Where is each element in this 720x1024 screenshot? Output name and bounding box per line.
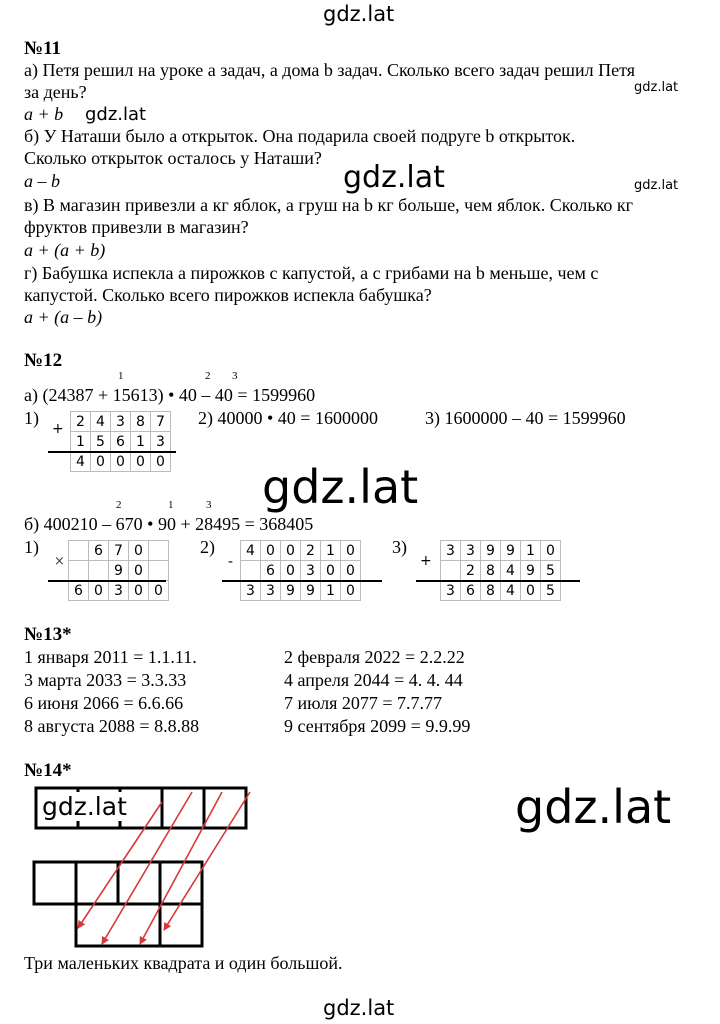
digit-cell: 0 (129, 541, 149, 561)
step-text: 3) 1600000 – 40 = 1599960 (425, 408, 626, 428)
order-mark: 1 (168, 499, 174, 511)
digit-cell: 5 (91, 432, 111, 452)
digit-cell: 4 (501, 561, 521, 581)
digit-cell: 9 (281, 581, 301, 601)
task-14-title: №14* (24, 760, 72, 781)
digit-cell: 5 (541, 561, 561, 581)
digit-cell: 0 (151, 452, 171, 472)
watermark: gdz.lat (85, 104, 147, 125)
digit-cell: 0 (321, 561, 341, 581)
plus-sign: + (52, 421, 64, 437)
watermark: gdz.lat (340, 160, 448, 195)
digit-cell: 6 (261, 561, 281, 581)
digit-cell: 3 (241, 581, 261, 601)
digit-cell: 3 (301, 561, 321, 581)
digit-cell: 6 (461, 581, 481, 601)
digit-cell: 7 (151, 412, 171, 432)
order-mark: 1 (118, 370, 124, 382)
digit-cell (149, 561, 169, 581)
digit-cell: 1 (131, 432, 151, 452)
digit-cell: 3 (151, 432, 171, 452)
order-mark: 2 (116, 499, 122, 511)
task-14-caption: Три маленьких квадрата и один большой. (24, 953, 343, 973)
digit-cell: 0 (89, 581, 109, 601)
digit-cell: 4 (501, 581, 521, 601)
task-11b-text: б) У Наташи было a открыток. Она подарила своей подруге b открыток. (24, 126, 576, 146)
digit-cell: 1 (71, 432, 91, 452)
task-11a-answer: a + b (24, 104, 64, 124)
digit-cell (149, 541, 169, 561)
sum-line (48, 580, 166, 582)
digit-cell: 0 (341, 541, 361, 561)
task-11b-text: Сколько открыток осталось у Наташи? (24, 148, 322, 168)
task-11-title: №11 (24, 38, 62, 59)
minus-sign: - (228, 554, 234, 570)
sum-line (222, 580, 382, 582)
digit-cell: 0 (281, 561, 301, 581)
task-11d-answer: a + (a – b) (24, 307, 103, 327)
task-12-title: №12 (24, 350, 63, 371)
digit-cell: 1 (321, 541, 341, 561)
sum-line (416, 580, 580, 582)
digit-cell: 8 (131, 412, 151, 432)
digit-cell: 4 (71, 452, 91, 472)
digit-cell: 0 (111, 452, 131, 472)
digit-cell: 3 (111, 412, 131, 432)
digit-cell: 0 (341, 561, 361, 581)
order-mark: 2 (205, 370, 211, 382)
digit-cell: 9 (521, 561, 541, 581)
column-multiplication (68, 540, 169, 601)
digit-cell: 2 (461, 561, 481, 581)
step-label: 2) (200, 537, 215, 557)
task-13-title: №13* (24, 624, 72, 645)
digit-cell: 0 (541, 541, 561, 561)
digit-cell: 4 (91, 412, 111, 432)
digit-cell: 5 (541, 581, 561, 601)
task-12b-expression: б) 400210 – 670 • 90 + 28495 = 368405 (24, 514, 314, 534)
task-11c-text: в) В магазин привезли a кг яблок, а груш на b кг больше, чем яблок. Сколько кг (24, 195, 634, 215)
step-label: 3) (392, 537, 407, 557)
task-11d-text: г) Бабушка испекла a пирожков с капустой, а с грибами на b меньше, чем с (24, 263, 599, 283)
task-11a-text: а) Петя решил на уроке a задач, а дома b задач. Сколько всего задач решил Петя (24, 60, 636, 80)
watermark: gdz.lat (515, 780, 672, 834)
column-addition (440, 540, 561, 601)
digit-cell (89, 561, 109, 581)
digit-cell: 0 (149, 581, 169, 601)
digit-cell: 4 (241, 541, 261, 561)
digit-cell: 9 (109, 561, 129, 581)
task-11b-answer: a – b (24, 171, 60, 191)
digit-cell: 6 (89, 541, 109, 561)
step-text: 2) 40000 • 40 = 1600000 (198, 408, 378, 428)
digit-cell: 9 (301, 581, 321, 601)
digit-cell: 3 (441, 541, 461, 561)
digit-cell: 3 (461, 541, 481, 561)
date-line: 7 июля 2077 = 7.7.77 (284, 693, 443, 713)
watermark-top: gdz.lat (323, 2, 395, 26)
column-addition (70, 411, 171, 472)
digit-cell (441, 561, 461, 581)
task-11a-text: за день? (24, 82, 87, 102)
date-line: 4 апреля 2044 = 4. 4. 44 (284, 670, 463, 690)
watermark: gdz.lat (634, 178, 679, 193)
task-11c-answer: a + (a + b) (24, 240, 106, 260)
digit-cell: 2 (71, 412, 91, 432)
digit-cell: 8 (481, 561, 501, 581)
watermark: gdz.lat (42, 792, 127, 821)
digit-cell: 0 (261, 541, 281, 561)
digit-cell: 0 (281, 541, 301, 561)
digit-cell (69, 561, 89, 581)
date-line: 8 августа 2088 = 8.8.88 (24, 716, 200, 736)
digit-cell: 2 (301, 541, 321, 561)
watermark: gdz.lat (634, 80, 679, 95)
date-line: 2 февраля 2022 = 2.2.22 (284, 647, 465, 667)
digit-cell: 9 (501, 541, 521, 561)
digit-cell: 0 (91, 452, 111, 472)
digit-cell (69, 541, 89, 561)
plus-sign: + (420, 553, 432, 569)
watermark-bottom: gdz.lat (323, 996, 395, 1020)
digit-cell: 1 (521, 541, 541, 561)
digit-cell: 6 (69, 581, 89, 601)
digit-cell (241, 561, 261, 581)
task-11c-text: фруктов привезли в магазин? (24, 217, 249, 237)
digit-cell: 8 (481, 581, 501, 601)
multiply-sign: × (54, 554, 65, 569)
digit-cell: 0 (131, 452, 151, 472)
step-label: 1) (24, 537, 39, 557)
task-11d-text: капустой. Сколько всего пирожков испекла бабушка? (24, 285, 432, 305)
digit-cell: 9 (481, 541, 501, 561)
digit-cell: 3 (261, 581, 281, 601)
digit-cell: 7 (109, 541, 129, 561)
sum-line (48, 451, 176, 453)
column-subtraction (240, 540, 361, 601)
digit-cell: 3 (441, 581, 461, 601)
date-line: 9 сентября 2099 = 9.9.99 (284, 716, 471, 736)
date-line: 3 марта 2033 = 3.3.33 (24, 670, 187, 690)
digit-cell: 0 (341, 581, 361, 601)
watermark: gdz.lat (262, 460, 419, 514)
date-line: 6 июня 2066 = 6.6.66 (24, 693, 184, 713)
step-label: 1) (24, 408, 39, 428)
digit-cell: 1 (321, 581, 341, 601)
order-mark: 3 (206, 499, 212, 511)
digit-cell: 0 (129, 581, 149, 601)
date-line: 1 января 2011 = 1.1.11. (24, 647, 197, 667)
order-mark: 3 (232, 370, 238, 382)
digit-cell: 0 (129, 561, 149, 581)
task-12a-expression: а) (24387 + 15613) • 40 – 40 = 1599960 (24, 385, 316, 405)
digit-cell: 3 (109, 581, 129, 601)
digit-cell: 0 (521, 581, 541, 601)
digit-cell: 6 (111, 432, 131, 452)
